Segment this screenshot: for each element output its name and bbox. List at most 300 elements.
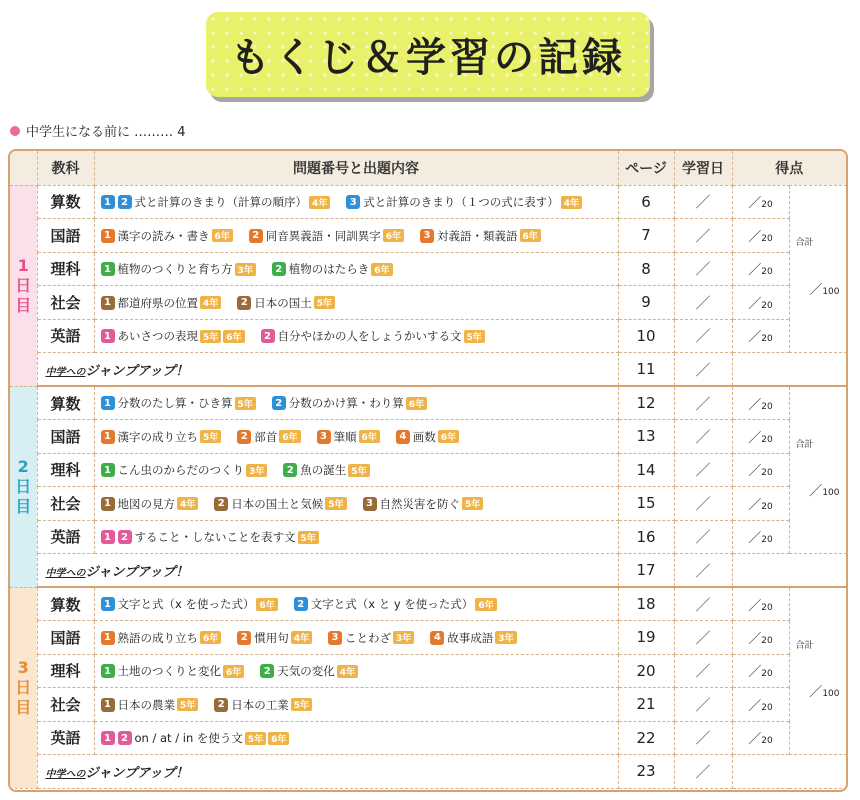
date-slash: ／ (695, 729, 711, 748)
content-cell (94, 487, 618, 521)
content-item-text: 分数のたし算・ひき算 (117, 396, 233, 411)
content-item[interactable] (294, 596, 497, 612)
grade-badge: 4年 (177, 497, 198, 510)
prelude-line[interactable] (10, 121, 186, 140)
jump-up-prefix: 中学への (45, 768, 86, 780)
content-item[interactable] (101, 730, 290, 746)
header-score: 得点 (732, 151, 846, 185)
content-item[interactable] (101, 228, 233, 244)
grade-badge: 5年 (462, 497, 483, 510)
grade-badge: 3年 (495, 631, 516, 644)
date-slash: ／ (695, 461, 711, 480)
problem-number-badge: 1 (101, 597, 115, 611)
table-row (10, 219, 846, 253)
jump-up-row (10, 353, 846, 387)
day-label-2 (10, 386, 37, 587)
date-slash: ／ (695, 595, 711, 614)
study-date-field[interactable] (674, 554, 732, 588)
content-item[interactable] (101, 462, 268, 478)
total-value (809, 681, 839, 700)
day-label-char: 3 (17, 657, 29, 677)
score-field[interactable] (732, 252, 789, 286)
grade-badge: 5年 (245, 732, 266, 745)
page-cell[interactable]: 7 (618, 219, 674, 253)
content-item-text: 熟語の成り立ち (117, 630, 198, 645)
table-row (10, 621, 846, 655)
date-slash: ／ (695, 494, 711, 513)
subject-cell: 算数 (37, 386, 94, 420)
score-slash: ／ (748, 531, 762, 547)
content-item[interactable] (237, 295, 335, 311)
problem-number-badge: 1 (101, 664, 115, 678)
content-item-text: 漢字の読み・書き (117, 228, 210, 243)
grade-badge: 6年 (475, 598, 496, 611)
study-date-field[interactable] (674, 185, 732, 219)
score-denominator: 20 (761, 702, 773, 713)
score-field[interactable] (732, 286, 789, 320)
grade-badge: 5年 (348, 464, 369, 477)
page-cell[interactable]: 17 (618, 554, 674, 588)
score-field[interactable] (732, 185, 789, 219)
content-item-text: 日本の国土 (254, 295, 312, 310)
page-title: もくじ＆学習の記録 (230, 35, 626, 81)
total-denominator: 100 (822, 487, 840, 498)
table-row (10, 386, 846, 420)
date-slash: ／ (695, 293, 711, 312)
jump-up-label[interactable] (37, 755, 618, 789)
content-cell (94, 453, 618, 487)
content-item[interactable] (237, 429, 300, 445)
study-date-field[interactable] (674, 487, 732, 521)
content-cell (94, 252, 618, 286)
grade-badge: 6年 (279, 430, 300, 443)
content-item-text: 植物のはたらき (288, 262, 370, 276)
score-denominator: 20 (761, 635, 773, 646)
content-cell (94, 587, 618, 621)
problem-number-badge: 2 (272, 396, 286, 410)
score-denominator: 20 (761, 300, 773, 311)
subject-cell: 英語 (37, 520, 94, 554)
content-item[interactable] (101, 295, 222, 311)
score-denominator: 20 (761, 401, 773, 412)
content-cell (94, 654, 618, 688)
grade-badge: 4年 (291, 631, 312, 644)
study-date-field[interactable] (674, 688, 732, 722)
problem-number-badge: 1 (101, 296, 115, 310)
content-item-text: 日本の工業 (231, 697, 289, 712)
content-item[interactable] (283, 462, 369, 478)
content-item-text: 部首 (254, 429, 278, 444)
score-field[interactable] (732, 621, 789, 655)
jump-up-label[interactable] (37, 353, 618, 387)
date-slash: ／ (695, 628, 711, 647)
table-row (10, 185, 846, 219)
grade-badge: 5年 (464, 330, 485, 343)
grade-badge: 5年 (298, 531, 319, 544)
content-item[interactable] (214, 697, 312, 713)
subject-cell: 理科 (37, 252, 94, 286)
problem-number-badge: 2 (294, 597, 308, 611)
problem-number-badge: 4 (430, 631, 444, 645)
grade-badge: 5年 (200, 430, 221, 443)
score-denominator: 20 (761, 434, 773, 445)
page-cell[interactable]: 19 (618, 621, 674, 655)
content-item[interactable] (272, 261, 393, 277)
page-cell[interactable]: 9 (618, 286, 674, 320)
study-date-field[interactable] (674, 252, 732, 286)
table-row (10, 520, 846, 554)
grade-badge: 4年 (309, 196, 330, 209)
content-cell (94, 621, 618, 655)
grade-badge: 6年 (371, 263, 392, 276)
table-row (10, 252, 846, 286)
content-item[interactable] (101, 261, 256, 277)
date-slash: ／ (695, 360, 711, 379)
total-score-field[interactable] (789, 386, 846, 554)
problem-number-badge: 1 (101, 698, 115, 712)
problem-number-badge: 1 (101, 731, 115, 745)
content-item-text: 筆順 (333, 429, 357, 444)
score-slash: ／ (748, 665, 762, 681)
content-item-text: 同音異義語・同訓異字 (265, 228, 381, 243)
content-item-text: on / at / in を使う文 (134, 731, 243, 745)
grade-badge: 6年 (406, 397, 427, 410)
date-slash: ／ (695, 762, 711, 781)
total-label: 合計 (795, 640, 814, 651)
page-cell[interactable]: 13 (618, 420, 674, 454)
problem-number-badge: 1 (101, 497, 115, 511)
content-item-text: 故事成語 (447, 630, 494, 645)
study-date-field[interactable] (674, 721, 732, 755)
date-slash: ／ (695, 193, 711, 212)
date-slash: ／ (695, 327, 711, 346)
page-cell[interactable]: 21 (618, 688, 674, 722)
problem-number-badge: 2 (249, 229, 263, 243)
subject-cell: 社会 (37, 487, 94, 521)
jump-up-row (10, 554, 846, 588)
content-item[interactable] (346, 194, 582, 210)
problem-number-badge: 2 (214, 698, 228, 712)
page-cell[interactable]: 23 (618, 755, 674, 789)
header-day (10, 151, 37, 185)
study-date-field[interactable] (674, 520, 732, 554)
content-item-text: 分数のかけ算・わり算 (288, 396, 404, 411)
study-date-field[interactable] (674, 587, 732, 621)
total-score-field[interactable] (789, 587, 846, 755)
record-table-frame (8, 149, 848, 792)
content-cell (94, 185, 618, 219)
study-date-field[interactable] (674, 420, 732, 454)
grade-badge: 5年 (177, 698, 198, 711)
content-item[interactable] (396, 429, 459, 445)
problem-number-badge: 3 (328, 631, 342, 645)
score-denominator: 20 (761, 669, 773, 680)
content-item-text: 日本の国土と気候 (231, 496, 324, 511)
table-row (10, 721, 846, 755)
date-slash: ／ (695, 260, 711, 279)
problem-number-badge: 2 (272, 262, 286, 276)
study-date-field[interactable] (674, 453, 732, 487)
grade-badge: 6年 (520, 229, 541, 242)
content-item[interactable] (420, 228, 541, 244)
content-item[interactable] (272, 395, 427, 411)
date-slash: ／ (695, 394, 711, 413)
study-date-field[interactable] (674, 755, 732, 789)
title-box (206, 12, 650, 97)
study-date-field[interactable] (674, 286, 732, 320)
jump-up-text: ジャンプアップ！ (85, 363, 189, 379)
grade-badge: 3年 (393, 631, 414, 644)
date-slash: ／ (695, 427, 711, 446)
content-cell (94, 386, 618, 420)
header-content: 問題番号と出題内容 (94, 151, 618, 185)
content-item[interactable] (430, 630, 516, 646)
header-date: 学習日 (674, 151, 732, 185)
problem-number-badge: 2 (237, 430, 251, 444)
content-item[interactable] (101, 663, 245, 679)
content-cell (94, 721, 618, 755)
content-item-text: 慣用句 (254, 630, 289, 645)
grade-badge: 6年 (223, 330, 244, 343)
score-field[interactable] (732, 520, 789, 554)
content-item-text: 都道府県の位置 (117, 295, 198, 310)
problem-number-badge: 2 (283, 463, 297, 477)
header-kyoka: 教科 (37, 151, 94, 185)
problem-number-badge: 1 (101, 195, 115, 209)
content-cell (94, 219, 618, 253)
page-cell[interactable]: 6 (618, 185, 674, 219)
study-date-field[interactable] (674, 319, 732, 353)
content-item-text: 式と計算のきまり（計算の順序） (134, 195, 307, 209)
table-row (10, 453, 846, 487)
score-field[interactable] (732, 688, 789, 722)
score-field[interactable] (732, 721, 789, 755)
page-cell[interactable]: 20 (618, 654, 674, 688)
table-row (10, 487, 846, 521)
date-slash: ／ (695, 561, 711, 580)
score-slash: ／ (748, 296, 762, 312)
grade-badge: 6年 (212, 229, 233, 242)
content-cell (94, 286, 618, 320)
subject-cell: 算数 (37, 587, 94, 621)
content-item[interactable] (214, 496, 346, 512)
empty-cell (732, 353, 846, 387)
score-denominator: 20 (761, 267, 773, 278)
content-item-text: 漢字の成り立ち (117, 429, 198, 444)
score-field[interactable] (732, 487, 789, 521)
page-cell[interactable]: 14 (618, 453, 674, 487)
day-label-char: 2 (17, 456, 29, 476)
score-field[interactable] (732, 587, 789, 621)
content-item[interactable] (328, 630, 414, 646)
content-item[interactable] (101, 496, 199, 512)
grade-badge: 5年 (200, 330, 221, 343)
table-row (10, 587, 846, 621)
content-item[interactable] (101, 596, 278, 612)
score-field[interactable] (732, 319, 789, 353)
page-cell[interactable]: 16 (618, 520, 674, 554)
total-slash: ／ (809, 684, 823, 700)
content-item[interactable] (363, 496, 484, 512)
total-score-field[interactable] (789, 185, 846, 353)
page-cell[interactable]: 11 (618, 353, 674, 387)
score-slash: ／ (748, 732, 762, 748)
study-date-field[interactable] (674, 353, 732, 387)
day-label-1 (10, 185, 37, 386)
content-item[interactable] (249, 228, 404, 244)
score-denominator: 20 (761, 200, 773, 211)
score-denominator: 20 (761, 602, 773, 613)
score-slash: ／ (748, 631, 762, 647)
study-date-field[interactable] (674, 219, 732, 253)
content-item[interactable] (101, 697, 199, 713)
content-item[interactable] (101, 630, 222, 646)
total-denominator: 100 (822, 688, 840, 699)
content-item[interactable] (101, 328, 245, 344)
problem-number-badge: 2 (118, 530, 132, 544)
page-cell[interactable]: 18 (618, 587, 674, 621)
content-cell (94, 688, 618, 722)
content-item[interactable] (101, 194, 331, 210)
content-item[interactable] (101, 429, 222, 445)
problem-number-badge: 3 (346, 195, 360, 209)
content-item-text: 天気の変化 (277, 664, 335, 678)
problem-number-badge: 3 (317, 430, 331, 444)
day-label-char: 1 (17, 255, 29, 275)
content-item-text: 自然災害を防ぐ (379, 496, 461, 511)
subject-cell: 社会 (37, 688, 94, 722)
content-item-text: 対義語・類義語 (437, 228, 518, 243)
content-item[interactable] (260, 663, 358, 679)
score-denominator: 20 (761, 535, 773, 546)
score-slash: ／ (748, 397, 762, 413)
content-cell (94, 319, 618, 353)
page-cell[interactable]: 12 (618, 386, 674, 420)
study-date-field[interactable] (674, 654, 732, 688)
problem-number-badge: 1 (101, 430, 115, 444)
score-denominator: 20 (761, 501, 773, 512)
grade-badge: 5年 (235, 397, 256, 410)
empty-cell (732, 755, 846, 789)
score-slash: ／ (748, 263, 762, 279)
subject-cell: 国語 (37, 219, 94, 253)
score-denominator: 20 (761, 334, 773, 345)
page-cell[interactable]: 15 (618, 487, 674, 521)
score-field[interactable] (732, 219, 789, 253)
date-slash: ／ (695, 528, 711, 547)
day-label-char: 日 (15, 677, 32, 697)
day-label-char: 日 (15, 275, 32, 295)
content-item-text: あいさつの表現 (117, 329, 198, 343)
content-item[interactable] (261, 328, 485, 344)
content-cell (94, 420, 618, 454)
problem-number-badge: 3 (420, 229, 434, 243)
subject-cell: 英語 (37, 721, 94, 755)
score-slash: ／ (748, 598, 762, 614)
table-row (10, 286, 846, 320)
content-item-text: 植物のつくりと育ち方 (117, 262, 233, 276)
jump-up-prefix: 中学への (45, 366, 86, 378)
header-page: ページ (618, 151, 674, 185)
grade-badge: 3年 (235, 263, 256, 276)
record-table (10, 151, 847, 789)
total-label: 合計 (795, 439, 814, 450)
grade-badge: 6年 (438, 430, 459, 443)
table-row (10, 654, 846, 688)
grade-badge: 6年 (268, 732, 289, 745)
day-label-char: 日 (15, 476, 32, 496)
score-field[interactable] (732, 453, 789, 487)
grade-badge: 4年 (200, 296, 221, 309)
table-body (10, 185, 846, 788)
grade-badge: 4年 (561, 196, 582, 209)
table-row (10, 420, 846, 454)
problem-number-badge: 1 (101, 229, 115, 243)
content-item[interactable] (101, 395, 256, 411)
total-value (809, 480, 839, 499)
content-item-text: すること・しないことを表す文 (134, 530, 296, 544)
grade-badge: 6年 (359, 430, 380, 443)
content-item-text: 文字と式（x と y を使った式） (310, 597, 474, 612)
bullet-dot-icon (10, 126, 20, 136)
content-item[interactable] (317, 429, 380, 445)
subject-cell: 理科 (37, 453, 94, 487)
score-field[interactable] (732, 420, 789, 454)
content-item-text: 式と計算のきまり（１つの式に表す） (363, 195, 559, 209)
total-label: 合計 (795, 238, 814, 249)
page-cell[interactable]: 8 (618, 252, 674, 286)
problem-number-badge: 1 (101, 463, 115, 477)
content-item-text: 日本の農業 (117, 697, 175, 712)
jump-up-label[interactable] (37, 554, 618, 588)
problem-number-badge: 1 (101, 396, 115, 410)
day-label-char: 目 (15, 697, 32, 717)
problem-number-badge: 1 (101, 329, 115, 343)
grade-badge: 5年 (325, 497, 346, 510)
score-field[interactable] (732, 654, 789, 688)
study-date-field[interactable] (674, 386, 732, 420)
problem-number-badge: 3 (363, 497, 377, 511)
table-row (10, 319, 846, 353)
study-date-field[interactable] (674, 621, 732, 655)
problem-number-badge: 2 (261, 329, 275, 343)
score-denominator: 20 (761, 233, 773, 244)
content-cell (94, 520, 618, 554)
subject-cell: 理科 (37, 654, 94, 688)
empty-cell (732, 554, 846, 588)
table-header-row (10, 151, 846, 185)
score-slash: ／ (748, 430, 762, 446)
total-slash: ／ (809, 282, 823, 298)
grade-badge: 6年 (256, 598, 277, 611)
problem-number-badge: 4 (396, 430, 410, 444)
score-denominator: 20 (761, 736, 773, 747)
page-cell[interactable]: 10 (618, 319, 674, 353)
score-field[interactable] (732, 386, 789, 420)
score-slash: ／ (748, 497, 762, 513)
subject-cell: 国語 (37, 420, 94, 454)
problem-number-badge: 1 (101, 530, 115, 544)
grade-badge: 3年 (246, 464, 267, 477)
content-item[interactable] (237, 630, 312, 646)
table-row (10, 688, 846, 722)
content-item-text: 文字と式（x を使った式） (117, 597, 255, 612)
total-denominator: 100 (822, 286, 840, 297)
page-cell[interactable]: 22 (618, 721, 674, 755)
total-slash: ／ (809, 483, 823, 499)
content-item[interactable] (101, 529, 319, 545)
grade-badge: 4年 (337, 665, 358, 678)
